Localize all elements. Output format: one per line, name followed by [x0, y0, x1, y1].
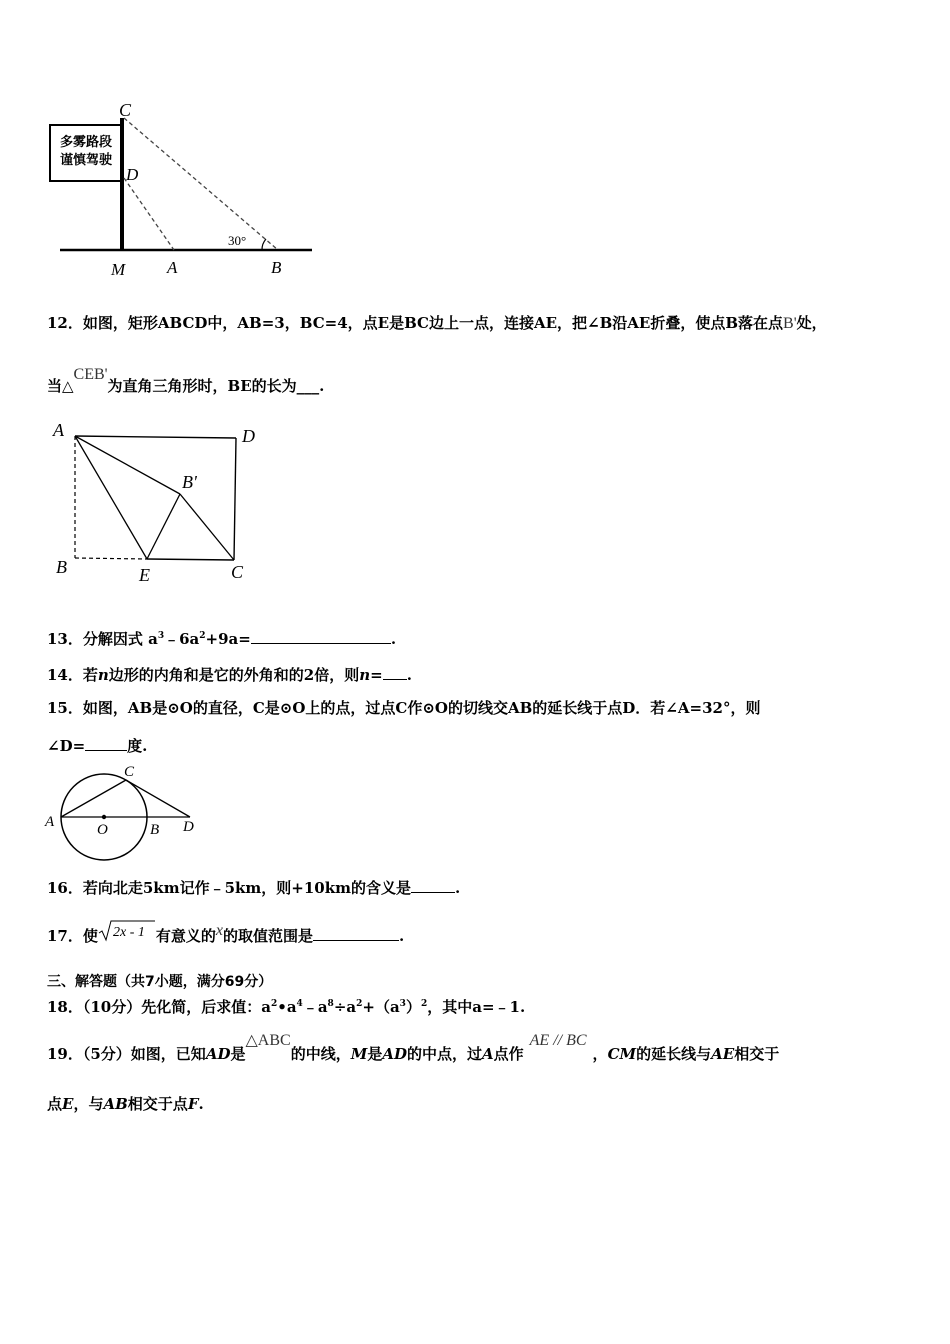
- q19-text-j: 点作: [493, 1045, 524, 1063]
- circle-label-a: A: [45, 814, 55, 830]
- rect-label-b: B: [56, 557, 67, 577]
- q19-text-o: 相交于: [734, 1045, 780, 1063]
- q13-text3: +9a=: [205, 630, 251, 648]
- q19-ae: AE: [711, 1045, 735, 1063]
- q18-sup2: 4: [296, 999, 303, 1009]
- q17-answer-blank[interactable]: [313, 928, 399, 941]
- q17-text3: 的取值范围是: [223, 927, 314, 945]
- q18-sup5: 3: [399, 999, 406, 1009]
- q18-line: [47, 996, 525, 1017]
- q14-n2: n: [359, 666, 371, 684]
- q18-text5: +（a: [362, 998, 400, 1016]
- q17-text: 17．使: [47, 927, 98, 945]
- q14-text: 14．若: [47, 666, 98, 684]
- angle-arc: [262, 239, 266, 250]
- angle-label: 30°: [228, 233, 247, 248]
- q19-text-h: 的中点，过: [406, 1045, 482, 1063]
- q13-line: [47, 628, 396, 649]
- q13-end: .: [390, 630, 397, 648]
- q18-sup4: 2: [356, 999, 363, 1009]
- q19-l2-f: F: [187, 1095, 199, 1113]
- q18-text6: ）: [405, 998, 421, 1016]
- q16-text: 16．若向北走5km记作﹣5km，则+10km的含义是: [47, 879, 411, 897]
- q19-parallel: AE // BC: [529, 1032, 587, 1049]
- triangle-ceb: CEB': [73, 366, 108, 383]
- line-ac: [61, 780, 126, 817]
- q13-text2: ﹣6a: [164, 630, 200, 648]
- q15-text2: ∠D=: [47, 737, 86, 755]
- q19-ad2: AD: [382, 1045, 407, 1063]
- line-b-prime-c: [180, 494, 234, 560]
- side-be-dashed: [75, 558, 147, 559]
- q14-text3: =: [370, 666, 383, 684]
- circle-label-b: B: [150, 822, 160, 838]
- rect-label-e: E: [139, 565, 150, 585]
- label-a: A: [167, 258, 178, 277]
- q14-answer-blank[interactable]: [383, 667, 407, 680]
- q19-l2-end: .: [198, 1095, 204, 1113]
- q19-text-f: 是: [367, 1045, 383, 1063]
- q19-cm: CM: [607, 1045, 637, 1063]
- rectangle-figure: [45, 418, 275, 588]
- sign-text-1: 多雾路段: [59, 135, 113, 150]
- q12-line1: [47, 312, 827, 333]
- q18-text7: ，其中a=﹣1.: [427, 998, 526, 1016]
- side-ec: [147, 559, 234, 560]
- radicand: 2x - 1: [112, 925, 145, 940]
- q15-line2: [47, 735, 147, 756]
- q19-l2-e: E: [62, 1095, 74, 1113]
- q13-sup1: 3: [157, 631, 165, 641]
- q19-text-a: 19．（5分）如图，已知: [47, 1045, 206, 1063]
- tangent-cd: [126, 780, 190, 817]
- sign-text-2: 谨慎驾驶: [59, 153, 113, 168]
- q19-a: A: [482, 1045, 494, 1063]
- label-b: B: [271, 258, 282, 277]
- line-eb-prime: [147, 494, 180, 559]
- section-heading: [47, 971, 272, 991]
- side-dc: [234, 438, 236, 560]
- q12-line2: [47, 366, 325, 396]
- label-c: C: [119, 100, 132, 120]
- rect-label-c: C: [231, 562, 244, 582]
- q17-text2: 有意义的: [155, 927, 216, 945]
- line-ab-prime: [75, 436, 180, 494]
- q19-line2: [47, 1093, 204, 1114]
- q19-text-c: 是: [230, 1045, 246, 1063]
- q17-var: x: [215, 922, 223, 939]
- dashed-line-da: [124, 178, 174, 250]
- q19-text-m: 的延长线与: [636, 1045, 712, 1063]
- q19-text-d: 的中线，: [290, 1045, 351, 1063]
- q16-answer-blank[interactable]: [411, 880, 455, 893]
- q19-l2-a: 点: [47, 1095, 63, 1113]
- q14-n: n: [97, 666, 109, 684]
- rect-label-a: A: [53, 420, 64, 440]
- circle-label-c: C: [124, 764, 135, 780]
- q15-text3: 度.: [127, 737, 148, 755]
- q14-end: .: [406, 666, 412, 684]
- q19-line1: [47, 1032, 780, 1064]
- q12-text: 12．如图，矩形ABCD中，AB=3，BC=4，点E是BC边上一点，连接AE，把∠B沿AE折叠，使点B落在点: [47, 314, 784, 332]
- section-title: 三、解答题（共7小题，满分69分）: [47, 974, 273, 990]
- q13-text: 13．分解因式 a: [47, 630, 158, 648]
- q19-ad: AD: [205, 1045, 231, 1063]
- rect-label-d: D: [242, 426, 255, 446]
- dashed-line-cb: [124, 118, 278, 250]
- q18-text4: ÷a: [333, 998, 357, 1016]
- q14-text2: 边形的内角和是它的外角和的2倍，则: [108, 666, 360, 684]
- rect-label-b-prime: B': [182, 472, 197, 492]
- q18-text3: ﹣a: [302, 998, 328, 1016]
- side-ad: [75, 436, 236, 438]
- fog-road-figure: [40, 98, 330, 283]
- q19-triangle: △ABC: [245, 1032, 291, 1049]
- sqrt-expression: [98, 920, 156, 942]
- q19-m: M: [350, 1045, 368, 1063]
- q19-l2-text: 相交于点: [127, 1095, 188, 1113]
- q12-text-end: 处，: [796, 314, 827, 332]
- q19-text-k: ，: [592, 1045, 608, 1063]
- q12-text2-end: 为直角三角形时，BE的长为___.: [107, 377, 325, 395]
- q15-line1: [47, 697, 760, 718]
- q17-line: [47, 922, 405, 948]
- b-prime: B': [783, 315, 797, 332]
- q12-text2: 当△: [47, 377, 74, 395]
- q19-l2-c: ，与: [73, 1095, 104, 1113]
- label-d: D: [126, 165, 139, 184]
- circle-label-o: O: [97, 822, 108, 838]
- q13-sup2: 2: [199, 631, 206, 641]
- center-point: [102, 815, 106, 819]
- q18-text2: •a: [277, 998, 297, 1016]
- q18-text1: 18．（10分）先化简，后求值：a: [47, 998, 271, 1016]
- circle-figure: [40, 760, 210, 865]
- q18-sup1: 2: [270, 999, 278, 1009]
- q17-end: .: [399, 927, 405, 945]
- label-m: M: [111, 260, 126, 279]
- q18-sup3: 8: [327, 999, 334, 1009]
- q16-line: [47, 877, 460, 898]
- q15-answer-blank[interactable]: [85, 738, 127, 751]
- q13-answer-blank[interactable]: [251, 631, 391, 644]
- line-ae: [75, 436, 147, 559]
- q19-l2-ab: AB: [103, 1095, 128, 1113]
- q14-line: [47, 664, 412, 685]
- q16-end: .: [455, 879, 461, 897]
- circle-label-d: D: [183, 819, 194, 835]
- q18-sup6: 2: [420, 999, 428, 1009]
- q15-text: 15．如图，AB是⊙O的直径，C是⊙O上的点，过点C作⊙O的切线交AB的延长线于点D．若∠A=32°，则: [47, 699, 761, 717]
